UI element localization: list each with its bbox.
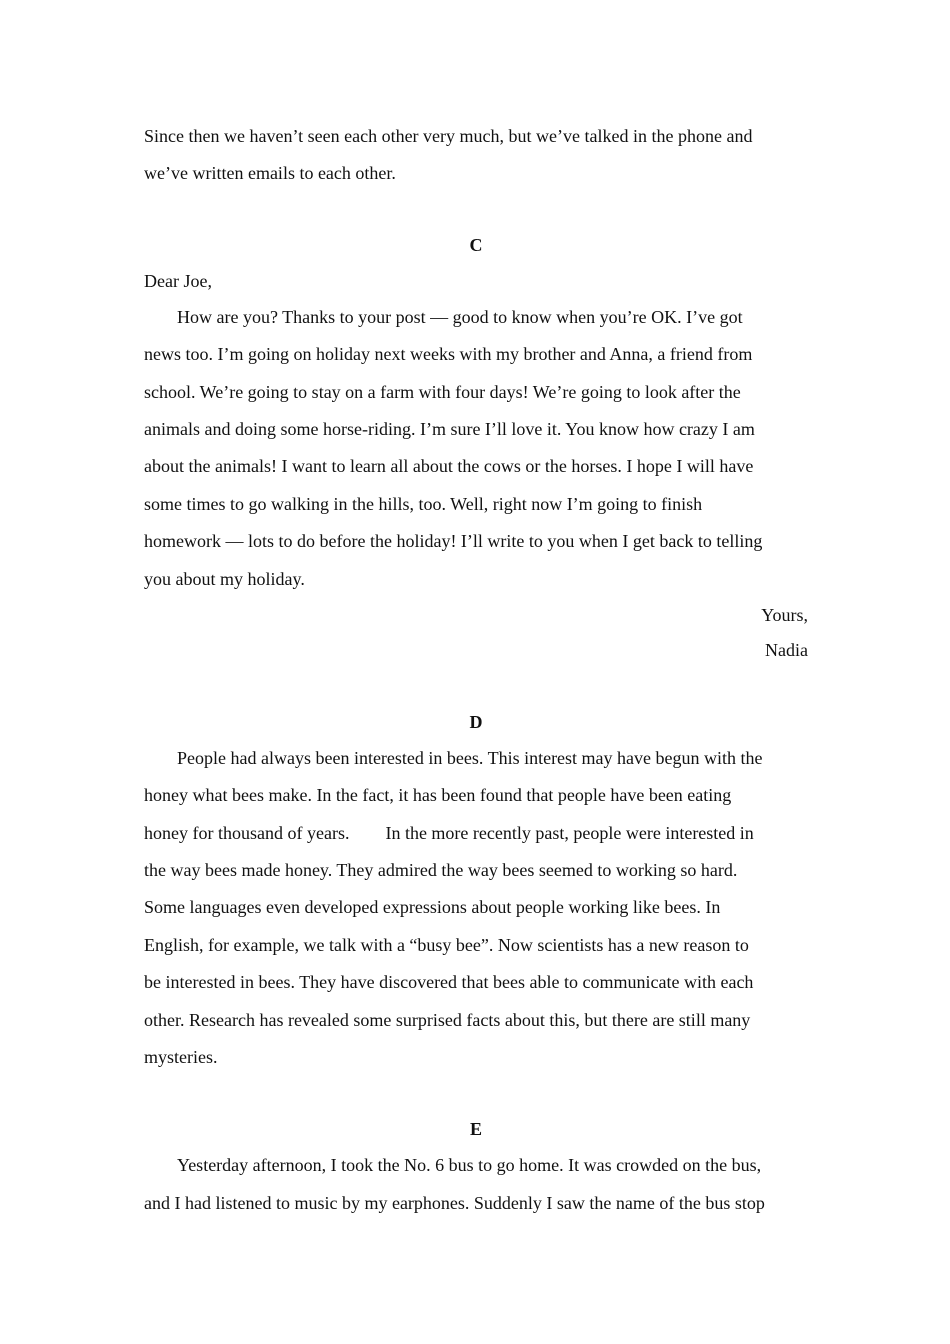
paragraph-line: How are you? Thanks to your post — good to know when you’re OK. I’ve got bbox=[177, 306, 743, 327]
paragraph-line: Since then we haven’t seen each other very much, but we’ve talked in the phone and bbox=[144, 126, 753, 146]
document-page bbox=[144, 118, 808, 1222]
section-heading: C bbox=[469, 234, 483, 255]
section-heading: E bbox=[469, 1119, 482, 1140]
paragraph-line: People had always been interested in bees. This interest may have begun with the bbox=[177, 747, 763, 768]
paragraph-line: homework — lots to do before the holiday! I’ll write to you when I get back to telling bbox=[144, 531, 763, 552]
letter-signature: Nadia bbox=[765, 640, 808, 661]
section-heading: D bbox=[469, 711, 483, 732]
paragraph-line: some times to go walking in the hills, too. Well, right now I’m going to finish bbox=[144, 493, 703, 514]
paragraph-line: the way bees made honey. They admired the way bees seemed to working so hard. bbox=[144, 860, 738, 881]
paragraph-line: be interested in bees. They have discovered that bees able to communicate with each bbox=[144, 972, 754, 993]
paragraph-line: school. We’re going to stay on a farm with four days! We’re going to look after the bbox=[144, 381, 741, 402]
paragraph-line: news too. I’m going on holiday next weeks with my brother and Anna, a friend from bbox=[144, 344, 753, 365]
section-c bbox=[144, 227, 808, 669]
paragraph-line: about the animals! I want to learn all about the cows or the horses. I hope I will have bbox=[144, 456, 754, 477]
paragraph-line: honey for thousand of years. In the more recently past, people were interested in bbox=[144, 822, 754, 843]
paragraph-line: you about my holiday. bbox=[144, 568, 305, 589]
letter-salutation: Dear Joe, bbox=[144, 270, 212, 291]
section-b-tail bbox=[144, 118, 808, 193]
paragraph-line: other. Research has revealed some surprised facts about this, but there are still many bbox=[144, 1009, 751, 1030]
paragraph-line: and I had listened to music by my earphones. Suddenly I saw the name of the bus stop bbox=[144, 1192, 765, 1213]
paragraph-line: animals and doing some horse-riding. I’m sure I’ll love it. You know how crazy I am bbox=[144, 418, 755, 439]
paragraph-line: Yesterday afternoon, I took the No. 6 bus to go home. It was crowded on the bus, bbox=[177, 1155, 762, 1176]
section-e bbox=[144, 1111, 808, 1222]
paragraph-line: mysteries. bbox=[144, 1047, 218, 1068]
paragraph-line: honey what bees make. In the fact, it has been found that people have been eating bbox=[144, 785, 732, 806]
paragraph-line: English, for example, we talk with a “busy bee”. Now scientists has a new reason to bbox=[144, 934, 749, 955]
letter-closing: Yours, bbox=[761, 604, 808, 625]
paragraph-line: we’ve written emails to each other. bbox=[144, 163, 396, 184]
section-d bbox=[144, 704, 808, 1077]
paragraph-line: Some languages even developed expressions about people working like bees. In bbox=[144, 897, 721, 918]
